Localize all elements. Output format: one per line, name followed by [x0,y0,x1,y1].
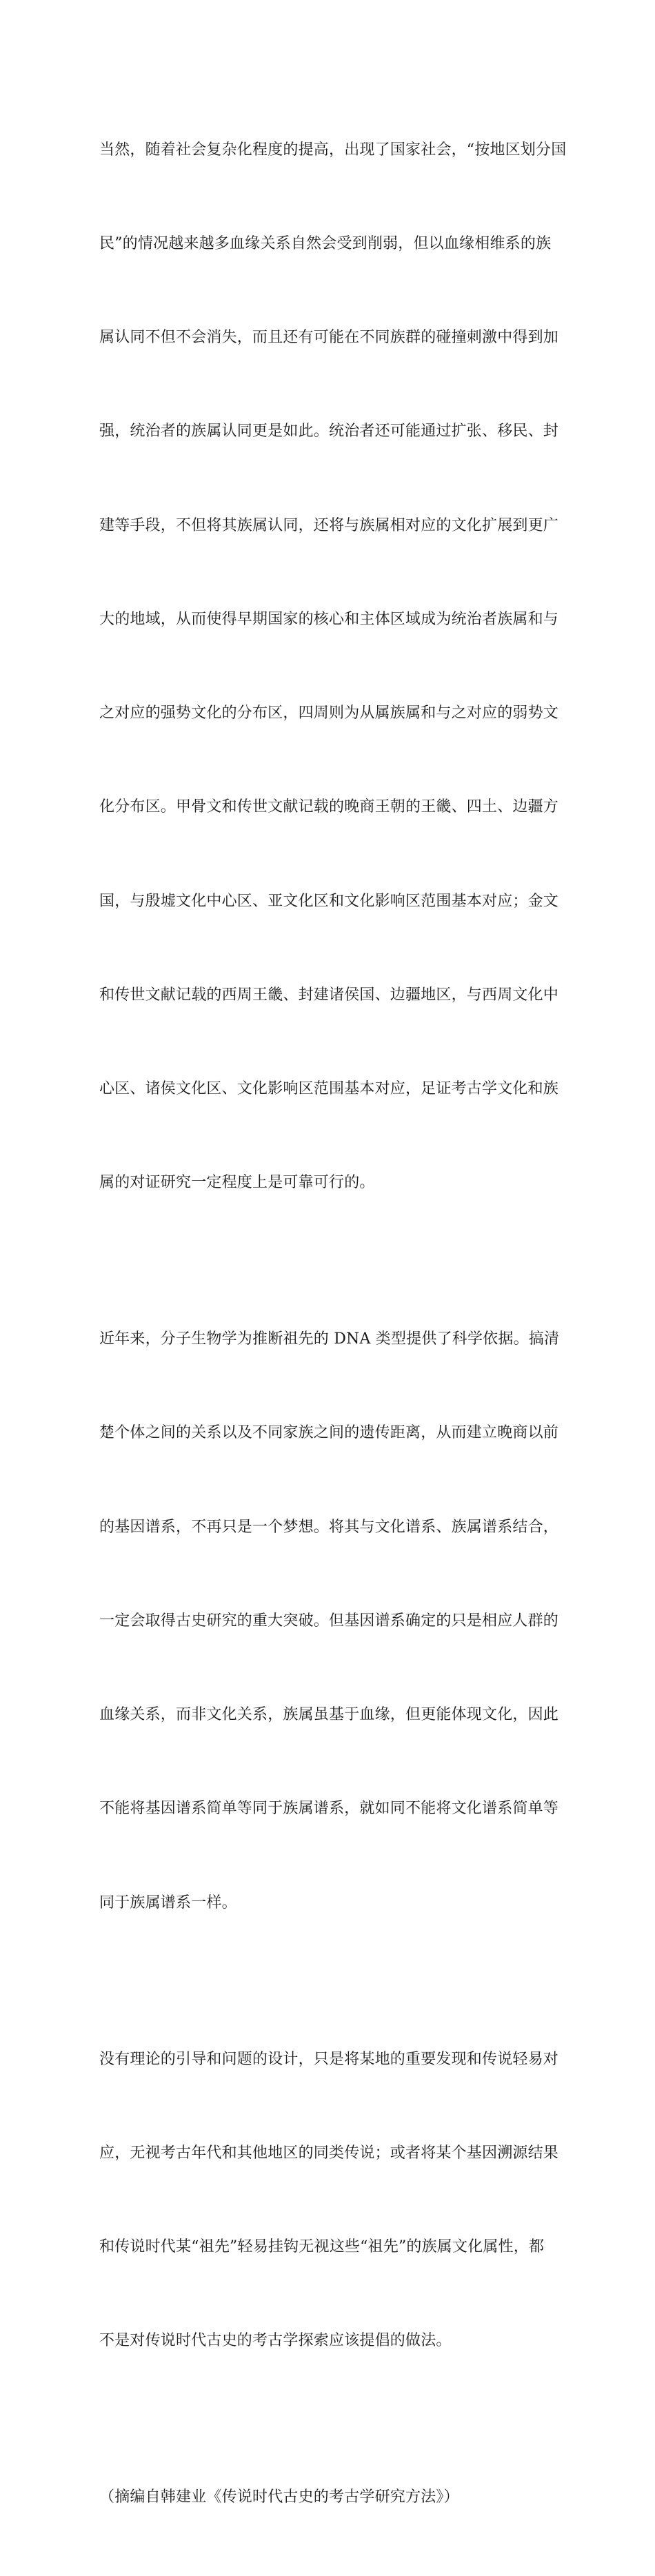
text-line: 没有理论的引导和问题的设计，只是将某地的重要发现和传说轻易对 [99,2050,559,2068]
text-line: 同于族属谱系一样。 [99,1894,237,1911]
text-line: 之对应的强势文化的分布区，四周则为从属族属和与之对应的弱势文 [99,704,559,722]
text-line: 和传世文献记载的西周王畿、封建诸侯国、边疆地区，与西周文化中 [99,986,559,1004]
citation-line: （摘编自韩建业《传说时代古史的考古学研究方法》） [99,2488,459,2506]
text-line: 强，统治者的族属认同更是如此。统治者还可能通过扩张、移民、封 [99,423,559,440]
text-line: 一定会取得古史研究的重大突破。但基因谱系确定的只是相应人群的 [99,1612,559,1630]
article-body [99,72,567,2576]
text-line: 不是对传说时代古史的考古学探索应该提倡的做法。 [99,2332,452,2350]
paragraph-method-critique [99,1981,561,2420]
paragraph-state-society [99,72,567,1261]
text-line: 血缘关系，而非文化关系，族属虽基于血缘，但更能体现文化，因此 [99,1706,559,1724]
text-line: 不能将基因谱系简单等同于族属谱系，就如同不能将文化谱系简单等 [99,1800,559,1818]
text-line: 的基因谱系，不再只是一个梦想。将其与文化谱系、族属谱系结合， [99,1518,559,1536]
text-line: 大的地域，从而使得早期国家的核心和主体区域成为统治者族属和与 [99,610,559,628]
text-line: 和传说时代某“祖先”轻易挂钩无视这些“祖先”的族属文化属性，都 [99,2238,545,2256]
text-line: 化分布区。甲骨文和传世文献记载的晚商王朝的王畿、四土、边疆方 [99,798,559,816]
text-line: 心区、诸侯文化区、文化影响区范围基本对应，足证考古学文化和族 [99,1080,559,1097]
text-line: 属认同不但不会消失，而且还有可能在不同族群的碰撞刺激中得到加 [99,329,559,347]
source-citation [99,2419,561,2575]
text-line: 当然，随着社会复杂化程度的提高，出现了国家社会，“按地区划分国 [99,141,567,159]
text-line: 楚个体之间的关系以及不同家族之间的遗传距离，从而建立晚商以前 [99,1424,559,1442]
paragraph-dna-genealogy [99,1261,561,1980]
text-line: 建等手段，不但将其族属认同，还将与族属相对应的文化扩展到更广 [99,516,559,534]
text-line: 近年来，分子生物学为推断祖先的 DNA 类型提供了科学依据。搞清 [99,1330,560,1348]
text-line: 国，与殷墟文化中心区、亚文化区和文化影响区范围基本对应；金文 [99,892,559,910]
text-line: 应，无视考古年代和其他地区的同类传说；或者将某个基因溯源结果 [99,2144,559,2162]
text-line: 民”的情况越来越多血缘关系自然会受到削弱，但以血缘相维系的族 [99,235,552,253]
text-line: 属的对证研究一定程度上是可靠可行的。 [99,1174,375,1192]
